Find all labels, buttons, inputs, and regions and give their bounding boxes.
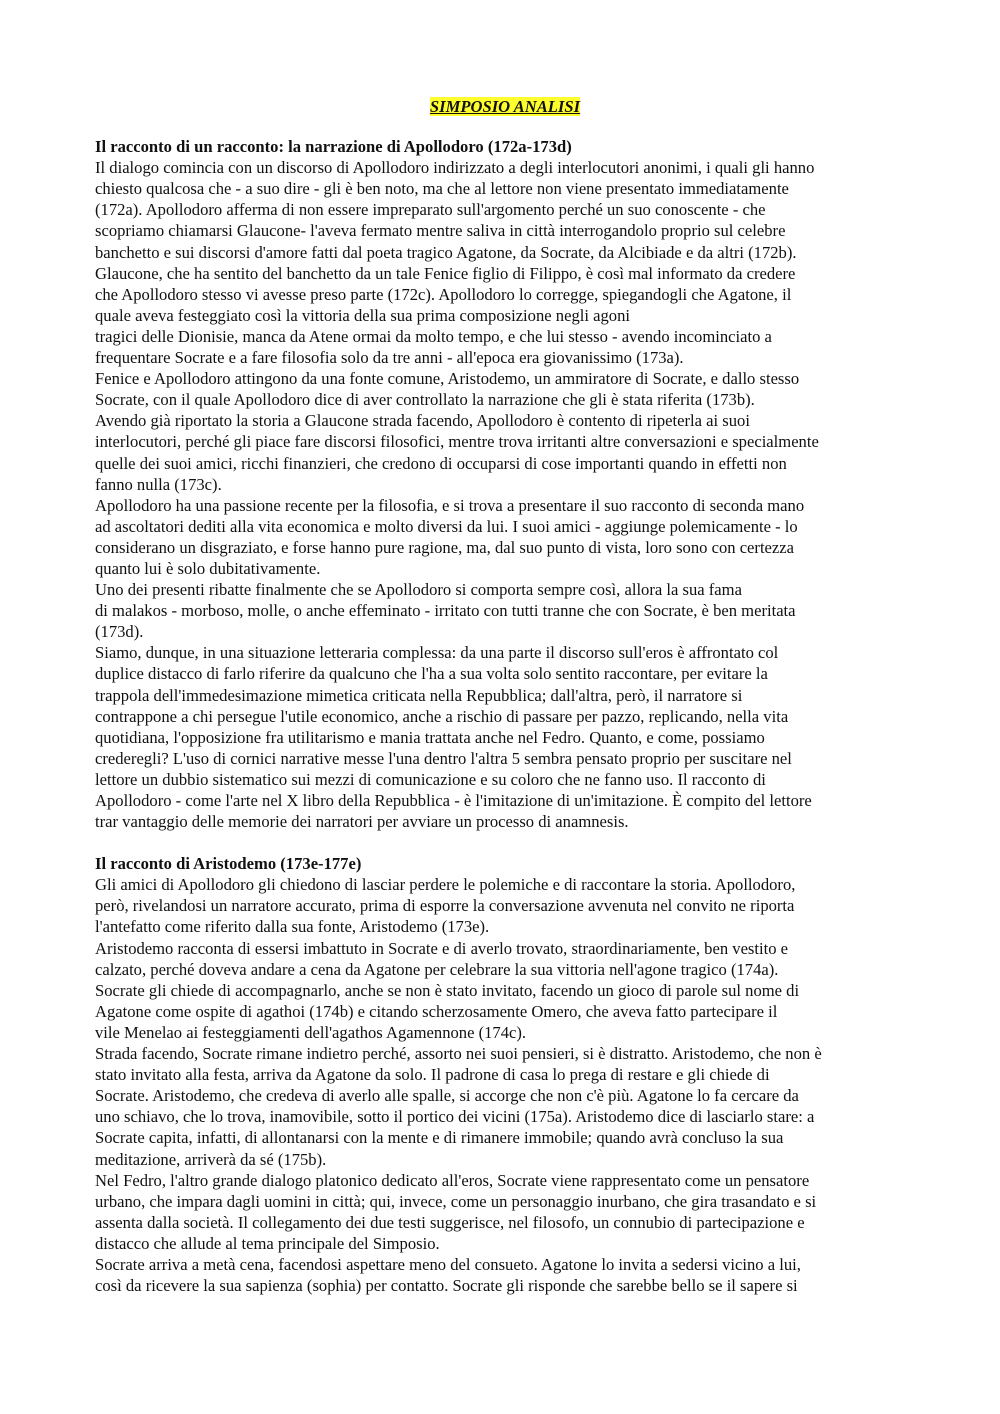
text-line: però, rivelandosi un narratore accurato, prima di esporre la conversazione avvenuta nel convito ne riporta [95, 896, 795, 916]
text-line: Avendo già riportato la storia a Glaucone strada facendo, Apollodoro è contento di ripeterla ai suoi [95, 411, 750, 431]
text-line: duplice distacco di farlo riferire da qualcuno che l'ha a sua volta solo sentito raccontare, per evitare la [95, 664, 768, 684]
section-spacer [95, 832, 915, 853]
section-text [95, 157, 915, 832]
text-line: Socrate arriva a metà cena, facendosi aspettare meno del consueto. Agatone lo invita a sedersi vicino a lui, [95, 1254, 801, 1274]
text-line: meditazione, arriverà da sé (175b). [95, 1149, 327, 1169]
text-line: stato invitato alla festa, arriva da Agatone da solo. Il padrone di casa lo prega di restare e gli chiede di [95, 1065, 770, 1085]
text-line: Agatone come ospite di agathoi (174b) e citando scherzosamente Omero, che aveva fatto partecipare il [95, 1001, 778, 1021]
title-highlight: SIMPOSIO ANALISI [429, 97, 581, 116]
text-line: quelle dei suoi amici, ricchi finanzieri, che credono di occuparsi di cose importanti quando in effetti non [95, 453, 787, 473]
text-line: Fenice e Apollodoro attingono da una fonte comune, Aristodemo, un ammiratore di Socrate, e dallo stesso [95, 369, 800, 389]
text-line: quanto lui è solo dubitativamente. [95, 558, 321, 578]
text-line: Strada facendo, Socrate rimane indietro perché, assorto nei suoi pensieri, si è distratto. Aristodemo, che non è [95, 1044, 822, 1064]
text-line: chiesto qualcosa che - a suo dire - gli è ben noto, ma che al lettore non viene presentato immediatamente [95, 179, 789, 199]
text-line: Uno dei presenti ribatte finalmente che se Apollodoro si comporta sempre così, allora la sua fama [95, 580, 742, 600]
text-line: di malakos - morboso, molle, o anche effeminato - irritato con tutti tranne che con Socrate, è ben meritata [95, 601, 796, 621]
text-line: Il dialogo comincia con un discorso di Apollodoro indirizzato a degli interlocutori anonimi, i quali gli hanno [95, 158, 815, 178]
text-line: Nel Fedro, l'altro grande dialogo platonico dedicato all'eros, Socrate viene rappresentato come un pensatore [95, 1170, 810, 1190]
text-line: Aristodemo racconta di essersi imbattuto in Socrate e di averlo trovato, straordinariamente, ben vestito e [95, 938, 789, 958]
text-line: tragici delle Dionisie, manca da Atene ormai da molto tempo, e che lui stesso - avendo incominciato a [95, 326, 772, 346]
text-line: ad ascoltatori dediti alla vita economica e molto diversi da lui. I suoi amici - aggiunge polemicamente - lo [95, 516, 798, 536]
text-line: (173d). [95, 622, 144, 642]
text-line: distacco che allude al tema principale del Simposio. [95, 1233, 440, 1253]
text-line: quotidiana, l'opposizione fra utilitarismo e mania trattata anche nel Fedro. Quanto, e come, possiamo [95, 727, 765, 747]
text-line: calzato, perché doveva andare a cena da Agatone per celebrare la sua vittoria nell'agone tragico (174a). [95, 959, 779, 979]
section-text [95, 874, 915, 1296]
text-line: l'antefatto come riferito dalla sua fonte, Aristodemo (173e). [95, 917, 490, 937]
document-title [95, 96, 915, 117]
text-line: lettore un dubbio sistematico sui mezzi di comunicazione e su coloro che ne fanno uso. Il racconto di [95, 769, 766, 789]
document-body [95, 96, 915, 1296]
section-aristodemo [95, 853, 915, 1296]
section-heading: Il racconto di Aristodemo (173e-177e) [95, 854, 362, 874]
text-line: Siamo, dunque, in una situazione letteraria complessa: da una parte il discorso sull'eros è affrontato col [95, 643, 779, 663]
text-line: crederegli? L'uso di cornici narrative messe l'una dentro l'altra 5 sembra pensato proprio per suscitare nel [95, 748, 792, 768]
text-line: Glaucone, che ha sentito del banchetto da un tale Fenice figlio di Filippo, è così mal informato da credere [95, 263, 796, 283]
text-line: quale aveva festeggiato così la vittoria della sua prima composizione negli agoni [95, 305, 630, 325]
section-heading: Il racconto di un racconto: la narrazione di Apollodoro (172a-173d) [95, 137, 572, 157]
text-line: Apollodoro - come l'arte nel X libro della Repubblica - è l'imitazione di un'imitazione. È compito del lettore [95, 791, 812, 810]
text-line: urbano, che impara dagli uomini in città; qui, invece, come un personaggio inurbano, che gira trasandato e si [95, 1191, 817, 1211]
text-line: frequentare Socrate e a fare filosofia solo da tre anni - all'epoca era giovanissimo (173a). [95, 348, 684, 368]
text-line: così da ricevere la sua sapienza (sophia) per contatto. Socrate gli risponde che sarebbe bello se il sapere si [95, 1276, 798, 1296]
text-line: Socrate gli chiede di accompagnarlo, anche se non è stato invitato, facendo un gioco di parole sul nome di [95, 980, 800, 1000]
text-line: Socrate. Aristodemo, che credeva di averlo alle spalle, si accorge che non c'è più. Agatone lo fa cercare da [95, 1086, 799, 1106]
text-line: (172a). Apollodoro afferma di non essere impreparato sull'argomento perché un suo conoscente - che [95, 200, 766, 220]
text-line: Socrate, con il quale Apollodoro dice di aver controllato la narrazione che gli è stata riferita (173b). [95, 390, 755, 410]
text-line: trappola dell'immedesimazione mimetica criticata nella Repubblica; dall'altra, però, il narratore si [95, 685, 743, 705]
text-line: Apollodoro ha una passione recente per la filosofia, e si trova a presentare il suo racconto di seconda mano [95, 495, 805, 515]
text-line: contrappone a chi persegue l'utile economico, anche a rischio di passare per pazzo, replicando, nella vita [95, 706, 789, 726]
text-line: Socrate capita, infatti, di allontanarsi con la mente e di rimanere immobile; quando avrà concluso la sua [95, 1128, 784, 1148]
text-line: uno schiavo, che lo trova, inamovibile, sotto il portico dei vicini (175a). Aristodemo dice di lasciarlo stare: a [95, 1107, 815, 1127]
text-line: Gli amici di Apollodoro gli chiedono di lasciar perdere le polemiche e di raccontare la storia. Apollodoro, [95, 875, 796, 895]
text-line: che Apollodoro stesso vi avesse preso parte (172c). Apollodoro lo corregge, spiegandogli che Agatone, il [95, 284, 792, 304]
text-line: scopriamo chiamarsi Glaucone- l'aveva fermato mentre saliva in città interrogandolo proprio sul celebre [95, 221, 786, 241]
section-apollodoro [95, 136, 915, 832]
text-line: vile Menelao ai festeggiamenti dell'agathos Agamennone (174c). [95, 1022, 527, 1042]
text-line: trar vantaggio delle memorie dei narratori per avviare un processo di anamnesis. [95, 812, 629, 832]
text-line: fanno nulla (173c). [95, 474, 222, 494]
text-line: considerano un disgraziato, e forse hanno pure ragione, ma, dal suo punto di vista, loro sono con certezza [95, 537, 795, 557]
text-line: assenta dalla società. Il collegamento dei due testi suggerisce, nel filosofo, un connubio di partecipazione e [95, 1212, 805, 1232]
text-line: interlocutori, perché gli piace fare discorsi filosofici, mentre trova irritanti altre conversazioni e specialmente [95, 432, 819, 452]
text-line: banchetto e sui discorsi d'amore fatti dal poeta tragico Agatone, da Socrate, da Alcibiade e da altri (172b). [95, 242, 797, 262]
